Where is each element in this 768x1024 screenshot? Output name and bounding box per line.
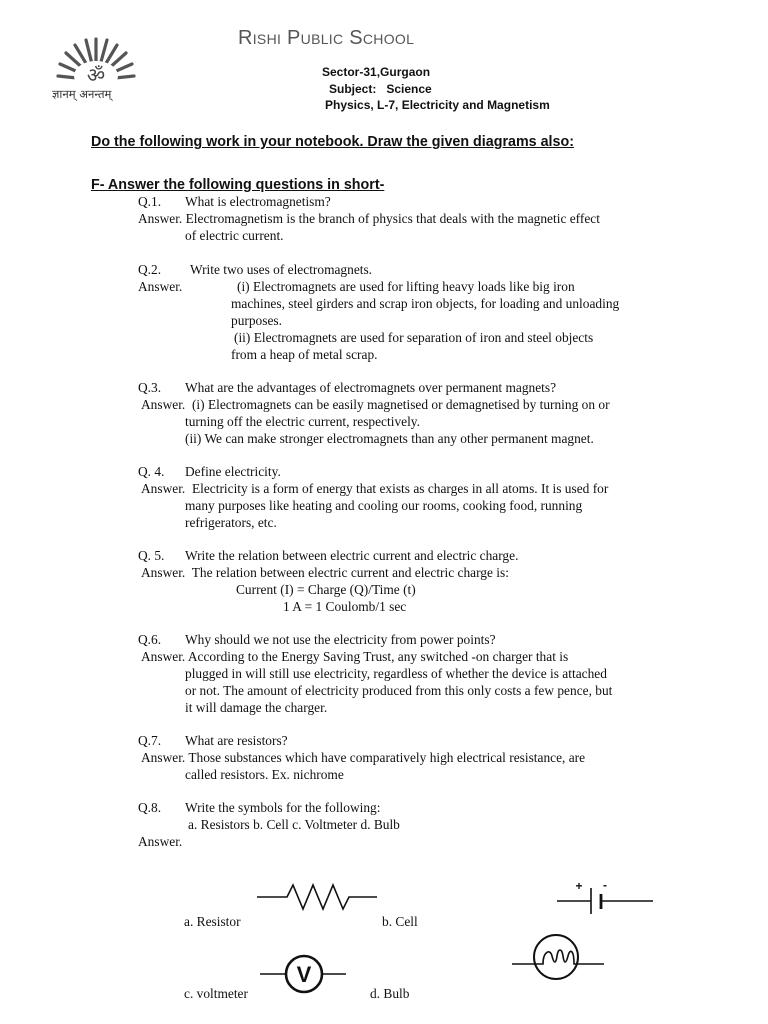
instruction-heading: Do the following work in your notebook. Draw the given diagrams also: — [91, 134, 574, 150]
voltmeter-letter: V — [296, 962, 312, 987]
question-number: Q. 5. — [138, 548, 165, 563]
question-number: Q.2. — [138, 262, 162, 277]
subject-line: Subject: Science — [329, 82, 432, 96]
question-text: What are resistors? — [185, 733, 288, 748]
answer-line: called resistors. Ex. nichrome — [185, 767, 344, 782]
answer-line: (ii) We can make stronger electromagnets than any other permanent magnet. — [185, 431, 594, 446]
answer-line: (i) Electromagnets are used for lifting heavy loads like big iron — [237, 279, 575, 294]
answer-line: Answer. (i) Electromagnets can be easily magnetised or demagnetised by turning on or — [141, 397, 610, 412]
cell-label: b. Cell — [382, 914, 418, 929]
cell-symbol-icon — [555, 876, 655, 916]
voltmeter-symbol-icon — [258, 952, 348, 996]
answer-label: Answer. — [138, 279, 183, 294]
question-number: Q.8. — [138, 800, 162, 815]
school-location: Sector-31,Gurgaon — [322, 65, 431, 79]
answer-line: Answer. The relation between electric current and electric charge is: — [141, 565, 509, 580]
answer-line: plugged in will still use electricity, regardless of whether the device is attached — [185, 666, 607, 681]
answer-line: turning off the electric current, respectively. — [185, 414, 420, 429]
question-number: Q.3. — [138, 380, 162, 395]
answer-line: Answer. Electromagnetism is the branch of physics that deals with the magnetic effect — [138, 211, 600, 226]
answer-line: many purposes like heating and cooling our rooms, cooking food, running — [185, 498, 583, 513]
question-text: Define electricity. — [185, 464, 281, 479]
answer-line: Answer. Electricity is a form of energy that exists as charges in all atoms. It is used for — [141, 481, 609, 496]
question-text: Write two uses of electromagnets. — [190, 262, 373, 277]
question-text: Write the symbols for the following: — [185, 800, 381, 815]
answer-label: Answer. — [138, 834, 183, 849]
question-number: Q. 4. — [138, 464, 165, 479]
question-number: Q.1. — [138, 194, 162, 209]
voltmeter-label: c. voltmeter — [184, 986, 248, 1001]
logo-caption: ज्ञानम् अनन्तम् — [52, 87, 112, 101]
question-text: What are the advantages of electromagnets over permanent magnets? — [185, 380, 557, 395]
resistor-label: a. Resistor — [184, 914, 241, 929]
answer-line: it will damage the charger. — [185, 700, 328, 715]
answer-line: Answer. Those substances which have comparatively high electrical resistance, are — [141, 750, 586, 765]
cell-minus-sign: - — [603, 878, 607, 892]
answer-line: refrigerators, etc. — [185, 515, 277, 530]
question-text: Write the relation between electric current and electric charge. — [185, 548, 519, 563]
question-text: Why should we not use the electricity from power points? — [185, 632, 496, 647]
school-logo-icon — [52, 38, 140, 86]
school-name: Rishi Public School — [238, 27, 415, 49]
cell-plus-sign: + — [575, 879, 583, 893]
answer-line: Answer. According to the Energy Saving Trust, any switched -on charger that is — [141, 649, 569, 664]
answer-line: from a heap of metal scrap. — [231, 347, 378, 362]
resistor-symbol-icon — [255, 882, 380, 912]
bulb-label: d. Bulb — [370, 986, 410, 1001]
bulb-symbol-icon — [510, 932, 606, 982]
formula-line: 1 A = 1 Coulomb/1 sec — [283, 599, 407, 614]
answer-line: purposes. — [231, 313, 282, 328]
answer-line: machines, steel girders and scrap iron objects, for loading and unloading — [231, 296, 620, 311]
section-heading: F- Answer the following questions in short- — [91, 177, 385, 193]
answer-line: of electric current. — [185, 228, 284, 243]
answer-line: or not. The amount of electricity produced from this only costs a few pence, but — [185, 683, 613, 698]
question-number: Q.6. — [138, 632, 162, 647]
question-text: What is electromagnetism? — [185, 194, 331, 209]
question-items: a. Resistors b. Cell c. Voltmeter d. Bulb — [188, 817, 400, 832]
chapter-line: Physics, L-7, Electricity and Magnetism — [325, 98, 550, 112]
question-number: Q.7. — [138, 733, 162, 748]
answer-line: (ii) Electromagnets are used for separation of iron and steel objects — [234, 330, 594, 345]
svg-text:ॐ: ॐ — [86, 63, 106, 87]
formula-line: Current (I) = Charge (Q)/Time (t) — [236, 582, 416, 597]
